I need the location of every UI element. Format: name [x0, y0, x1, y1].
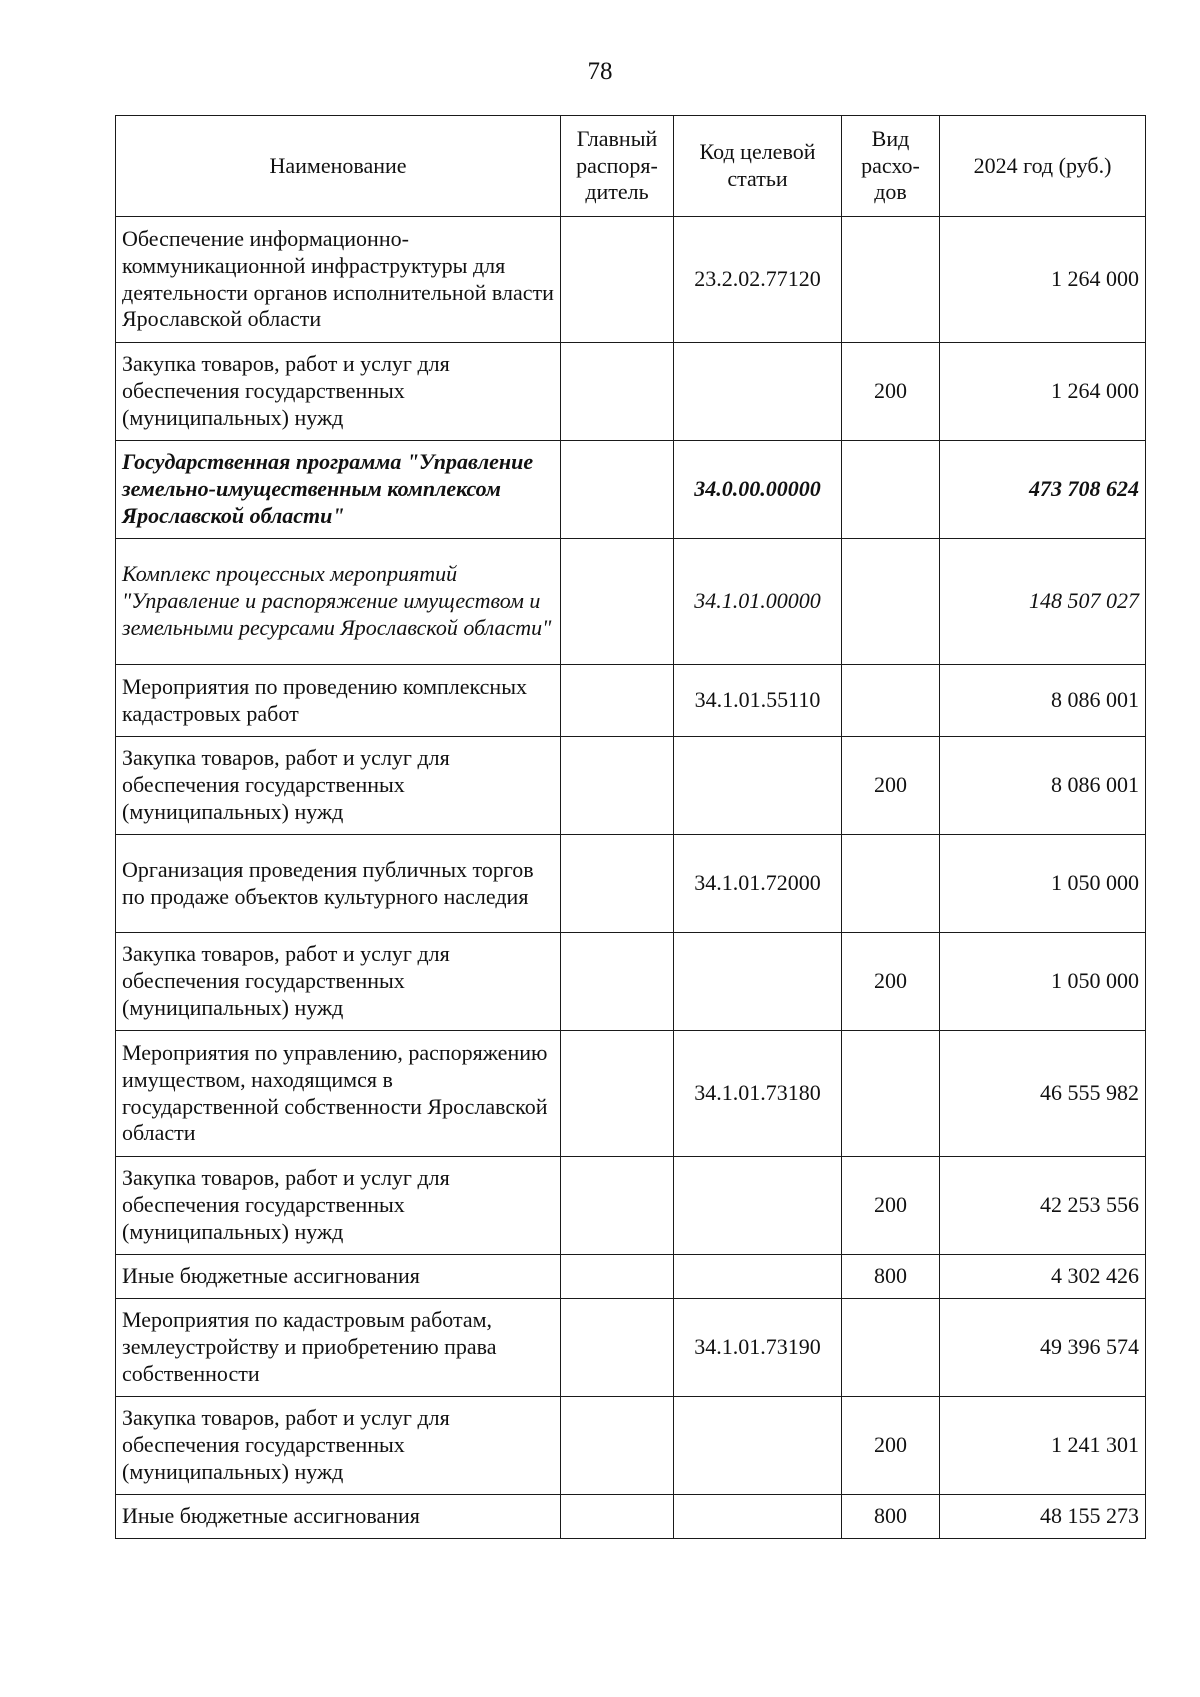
- row-code: 34.1.01.72000: [674, 835, 842, 933]
- table-row: [116, 343, 1146, 441]
- row-amount: 48 155 273: [940, 1495, 1146, 1539]
- page-number: 78: [587, 58, 613, 85]
- row-kind: [842, 1299, 940, 1397]
- row-kind: [842, 665, 940, 737]
- row-admin: [561, 665, 674, 737]
- row-kind: 200: [842, 737, 940, 835]
- row-code: 34.1.01.00000: [674, 539, 842, 665]
- header-amount: 2024 год (руб.): [940, 116, 1146, 217]
- table-header-row: [116, 116, 1146, 217]
- table-row: [116, 835, 1146, 933]
- row-name: Обеспечение информационно-коммуникационной инфраструктуры для деятельности органов исполнительной власти Ярославской области: [116, 217, 561, 343]
- row-amount: 8 086 001: [940, 665, 1146, 737]
- row-name: Иные бюджетные ассигнования: [116, 1495, 561, 1539]
- header-name: Наименование: [116, 116, 561, 217]
- row-code: 34.1.01.73190: [674, 1299, 842, 1397]
- row-admin: [561, 343, 674, 441]
- row-name: Иные бюджетные ассигнования: [116, 1255, 561, 1299]
- budget-table: [115, 115, 1146, 1539]
- table-row: [116, 441, 1146, 539]
- row-kind: 200: [842, 1397, 940, 1495]
- table-row: [116, 1299, 1146, 1397]
- row-code: 34.1.01.73180: [674, 1031, 842, 1157]
- row-admin: [561, 1299, 674, 1397]
- row-admin: [561, 933, 674, 1031]
- row-admin: [561, 539, 674, 665]
- table-row: [116, 665, 1146, 737]
- row-kind: 200: [842, 343, 940, 441]
- table-row: [116, 1495, 1146, 1539]
- row-code: [674, 1157, 842, 1255]
- header-kind: Вид расхо-дов: [842, 116, 940, 217]
- table-body: [116, 217, 1146, 1539]
- row-name: Закупка товаров, работ и услуг для обеспечения государственных (муниципальных) нужд: [116, 343, 561, 441]
- table-row: [116, 737, 1146, 835]
- table-row: [116, 217, 1146, 343]
- row-kind: [842, 217, 940, 343]
- row-name: Мероприятия по управлению, распоряжению имуществом, находящимся в государственной собственности Ярославской области: [116, 1031, 561, 1157]
- row-code: [674, 1255, 842, 1299]
- row-name: Государственная программа "Управление земельно-имущественным комплексом Ярославской области": [116, 441, 561, 539]
- row-code: [674, 737, 842, 835]
- row-kind: [842, 539, 940, 665]
- row-code: 34.0.00.00000: [674, 441, 842, 539]
- row-amount: 4 302 426: [940, 1255, 1146, 1299]
- table-row: [116, 1157, 1146, 1255]
- row-code: [674, 933, 842, 1031]
- row-amount: 49 396 574: [940, 1299, 1146, 1397]
- row-admin: [561, 1397, 674, 1495]
- row-name: Комплекс процессных мероприятий "Управление и распоряжение имуществом и земельными ресурсами Ярославской области": [116, 539, 561, 665]
- header-code: Код целевой статьи: [674, 116, 842, 217]
- row-kind: 800: [842, 1495, 940, 1539]
- row-name: Закупка товаров, работ и услуг для обеспечения государственных (муниципальных) нужд: [116, 1157, 561, 1255]
- row-code: 34.1.01.55110: [674, 665, 842, 737]
- row-amount: 148 507 027: [940, 539, 1146, 665]
- row-name: Закупка товаров, работ и услуг для обеспечения государственных (муниципальных) нужд: [116, 933, 561, 1031]
- row-name: Организация проведения публичных торгов по продаже объектов культурного наследия: [116, 835, 561, 933]
- row-code: [674, 1495, 842, 1539]
- row-name: Мероприятия по проведению комплексных кадастровых работ: [116, 665, 561, 737]
- table-row: [116, 1397, 1146, 1495]
- row-admin: [561, 1157, 674, 1255]
- row-kind: [842, 441, 940, 539]
- table-row: [116, 1255, 1146, 1299]
- row-name: Закупка товаров, работ и услуг для обеспечения государственных (муниципальных) нужд: [116, 1397, 561, 1495]
- table-row: [116, 1031, 1146, 1157]
- row-amount: 1 264 000: [940, 217, 1146, 343]
- row-amount: 42 253 556: [940, 1157, 1146, 1255]
- row-name: Закупка товаров, работ и услуг для обеспечения государственных (муниципальных) нужд: [116, 737, 561, 835]
- row-admin: [561, 1255, 674, 1299]
- row-admin: [561, 441, 674, 539]
- row-amount: 46 555 982: [940, 1031, 1146, 1157]
- row-kind: 800: [842, 1255, 940, 1299]
- row-kind: [842, 1031, 940, 1157]
- table-row: [116, 933, 1146, 1031]
- row-kind: 200: [842, 1157, 940, 1255]
- row-code: 23.2.02.77120: [674, 217, 842, 343]
- row-admin: [561, 1031, 674, 1157]
- row-admin: [561, 217, 674, 343]
- row-code: [674, 343, 842, 441]
- row-admin: [561, 737, 674, 835]
- row-amount: 1 050 000: [940, 933, 1146, 1031]
- table-row: [116, 539, 1146, 665]
- row-amount: 1 050 000: [940, 835, 1146, 933]
- row-code: [674, 1397, 842, 1495]
- row-admin: [561, 1495, 674, 1539]
- row-amount: 1 241 301: [940, 1397, 1146, 1495]
- row-name: Мероприятия по кадастровым работам, землеустройству и приобретению права собственности: [116, 1299, 561, 1397]
- row-kind: 200: [842, 933, 940, 1031]
- header-admin: Главный распоря-дитель: [561, 116, 674, 217]
- row-kind: [842, 835, 940, 933]
- row-amount: 473 708 624: [940, 441, 1146, 539]
- row-amount: 8 086 001: [940, 737, 1146, 835]
- row-amount: 1 264 000: [940, 343, 1146, 441]
- row-admin: [561, 835, 674, 933]
